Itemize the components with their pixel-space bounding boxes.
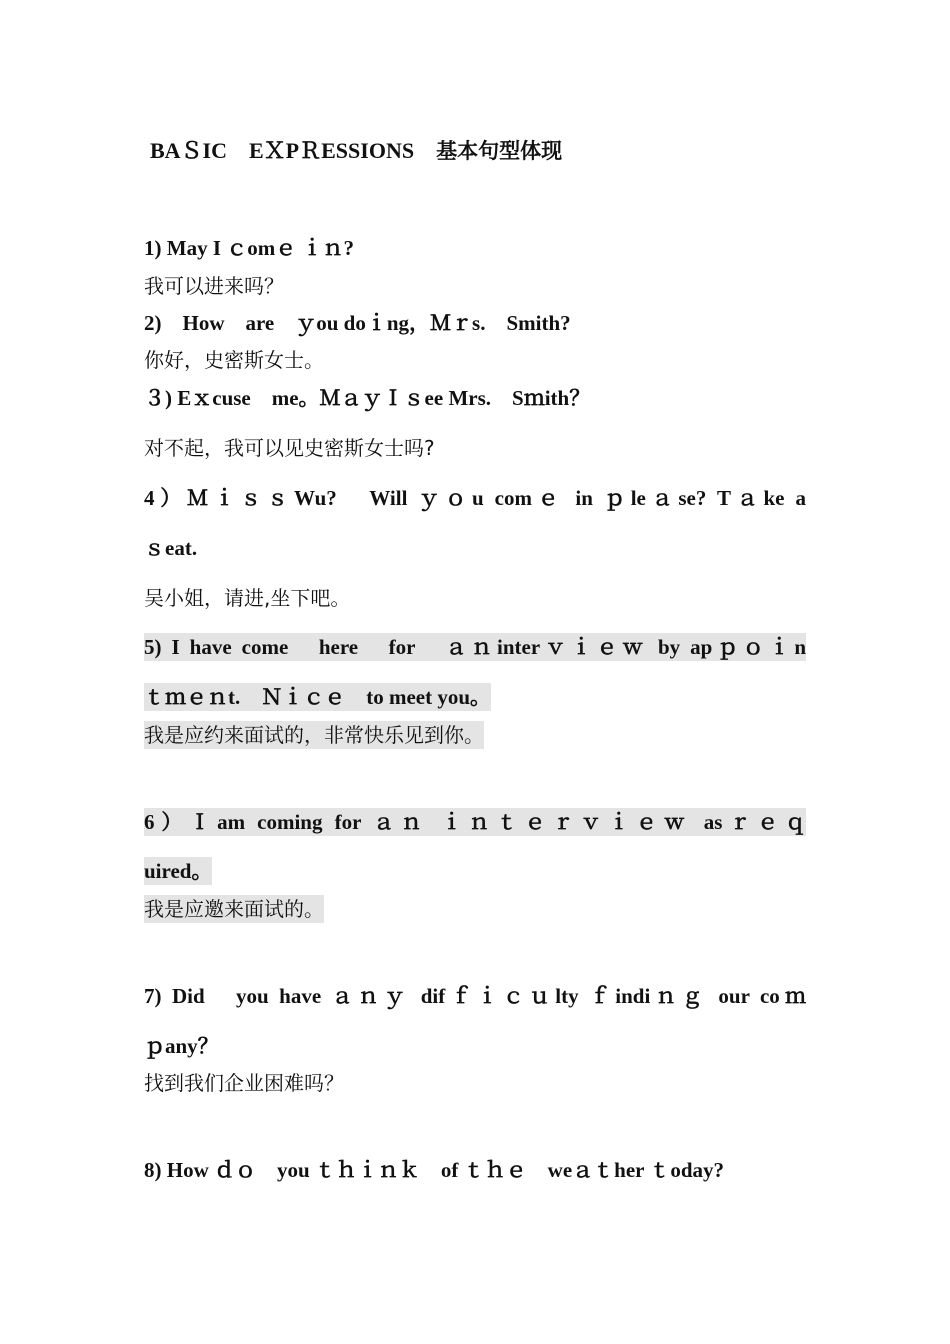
item-3-chinese: 对不起，我可以见史密斯女士吗? [144, 436, 435, 460]
title-chinese: 基本句型体现 [436, 139, 563, 163]
item-6-english-line-2: uired。 [144, 859, 213, 883]
item-7-english-line-1: 7) Did you have ａｎｙ difｆｉｃｕlty ｆindiｎｇ our coｍ [144, 984, 806, 1008]
item-1-english: 1) May I ｃomｅ ｉｎ? [144, 236, 354, 260]
item-2-chinese: 你好，史密斯女士。 [144, 348, 324, 372]
item-8-english: 8) How ｄｏ you ｔｈｉｎｋ of ｔｈｅ weａｔher ｔoday? [144, 1158, 725, 1182]
item-3-english: ３) Eｘcuse me。ＭａｙＩｓee Mrs. Sｍith？ [144, 386, 591, 410]
item-6-chinese: 我是应邀来面试的。 [144, 897, 324, 921]
document-title [150, 134, 562, 165]
item-5-english-line-2: ｔｍｅｎt. Ｎｉｃｅ to meet you。 [144, 685, 492, 709]
item-2-english: 2) How are ｙou doｉng，Ｍｒs. Smith? [144, 311, 571, 335]
item-4-english-line-2: ｓeat. [144, 536, 198, 560]
item-7-english-line-2: ｐany？ [144, 1034, 219, 1058]
item-4-chinese: 吴小姐，请进,坐下吧。 [144, 586, 351, 610]
title-english: BAＳIC EＸPＲESSIONS [150, 138, 415, 163]
item-7-chinese: 找到我们企业困难吗？ [144, 1071, 344, 1095]
item-6-english-line-1: 6）Ｉam coming for ａｎ ｉｎｔｅｒｖｉｅｗ asｒｅｑ [144, 810, 806, 834]
item-4-english-line-1: 4）ＭｉｓｓWu? Will ｙｏu comｅ in ｐleａse? Tａke a [144, 486, 806, 510]
item-1-chinese: 我可以进来吗？ [144, 274, 284, 298]
item-5-english-line-1: 5) I have come here for ａｎinterｖｉｅｗ by apｐｏｉn [144, 635, 806, 659]
item-5-chinese: 我是应约来面试的，非常快乐见到你。 [144, 723, 484, 747]
